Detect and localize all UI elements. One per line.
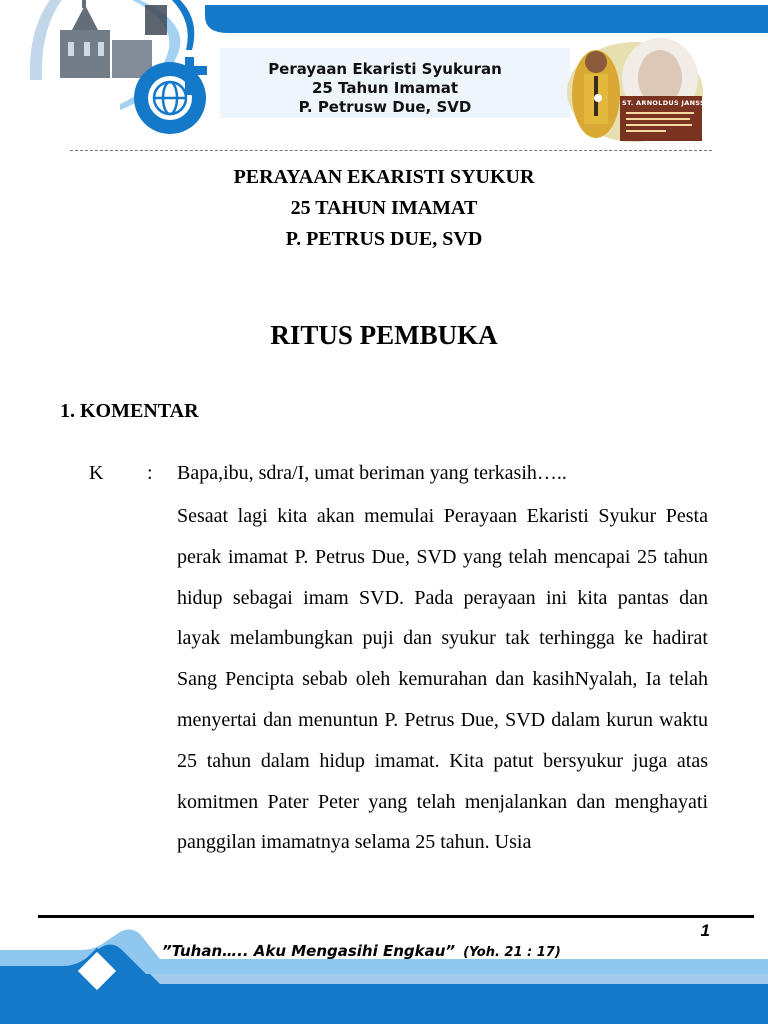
document-title-line-1: PERAYAAN EKARISTI SYUKUR — [233, 166, 535, 188]
footer-decoration — [0, 904, 768, 1024]
commentary-paragraph: Sesaat lagi kita akan memulai Perayaan Ekaristi Syukur Pesta perak imamat P. Petrus Due, SVD yang telah mencapai 25 tahun hidup sebagai imam SVD. Pada perayaan ini kita pantas dan layak melambungkan puji dan syukur tak terhingga ke hadirat Sang Pencipta sebab oleh kemurahan dan kasihNyalah, Ia telah menyertai dan menuntun P. Petrus Due, SVD dalam kurun waktu 25 tahun dalam hidup imamat. Kita patut bersyukur juga atas komitmen Pater Peter yang telah menjalankan dan menghayati panggilan imamatnya selama 25 tahun. Usia — [177, 505, 708, 854]
speaker-colon: : — [147, 462, 153, 484]
footer-quote — [162, 942, 561, 960]
section-title: RITUS PEMBUKA — [270, 320, 498, 350]
header-title-line-1: Perayaan Ekaristi Syukuran — [268, 60, 502, 78]
document-title-line-2: 25 TAHUN IMAMAT — [290, 197, 478, 219]
greeting-line: Bapa,ibu, sdra/I, umat beriman yang terkasih….. — [177, 462, 567, 484]
footer-quote-text: ”Tuhan….. Aku Mengasihi Engkau” — [162, 942, 456, 960]
header-title-line-3: P. Petrusw Due, SVD — [298, 98, 472, 116]
document-title-line-3: P. PETRUS DUE, SVD — [285, 228, 483, 250]
header-title-line-2: 25 Tahun Imamat — [311, 79, 459, 97]
page-number: 1 — [700, 921, 710, 940]
saint-label: ST. ARNOLDUS JANSSEN — [622, 99, 716, 107]
church-illustration — [60, 0, 167, 78]
footer-rule — [38, 915, 754, 918]
item-heading: 1. KOMENTAR — [60, 400, 199, 422]
saint-portrait — [620, 38, 702, 141]
speaker-label: K — [89, 462, 104, 484]
header-divider — [70, 150, 712, 151]
footer-reference: (Yoh. 21 : 17) — [463, 945, 561, 960]
